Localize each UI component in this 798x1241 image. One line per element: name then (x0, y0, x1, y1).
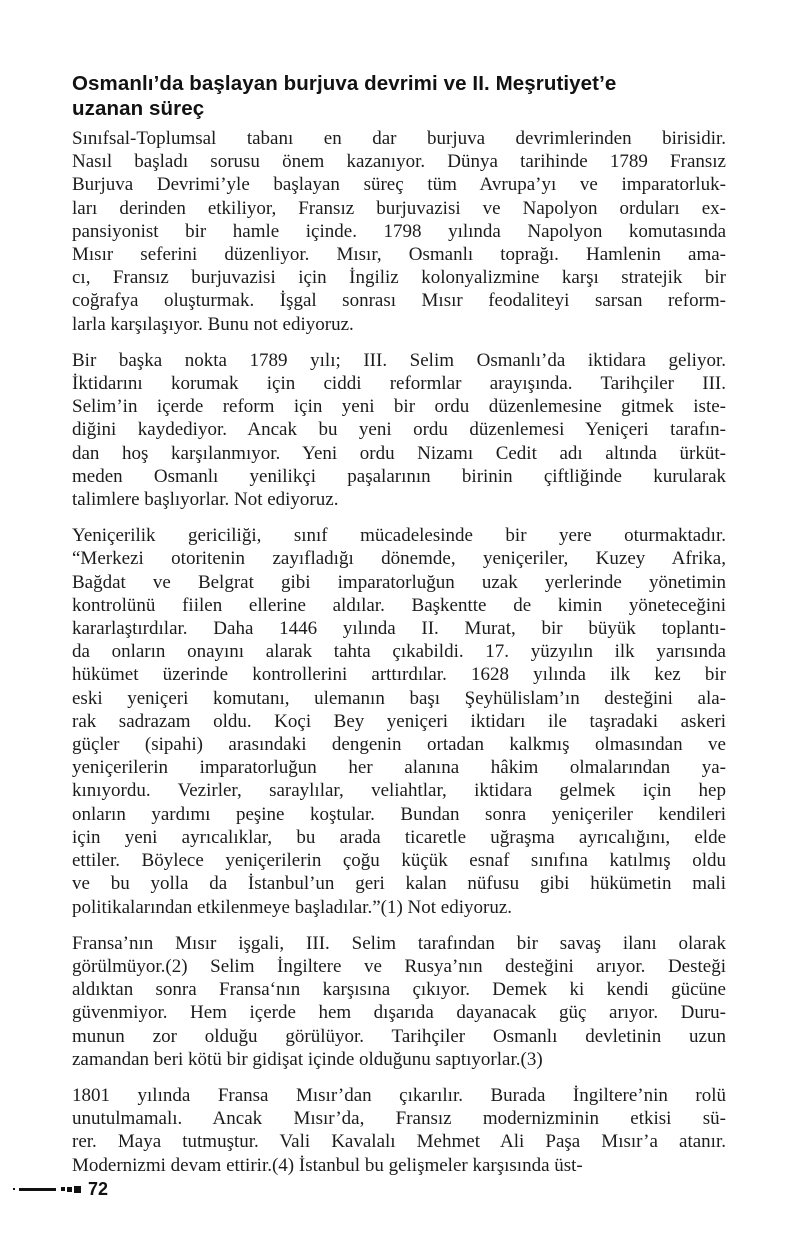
text-line: diğini kaydediyor. Ancak bu yeni ordu düzenlemesi Yeniçeri tarafın- (72, 419, 726, 441)
text-line: talimlere başlıyorlar. Not ediyoruz. (72, 489, 339, 511)
text-line: yeniçerilerin imparatorluğun her alanına hâkim olmalarından ya- (72, 757, 726, 779)
text-line: güçler (sipahi) arasındaki dengenin ortadan kalkmış olmasından ve (72, 734, 726, 756)
text-line: Selim’in içerde reform için yeni bir ordu düzenlemesine gitmek iste- (72, 396, 726, 418)
text-line: Sınıfsal-Toplumsal tabanı en dar burjuva devrimlerinden birisidir. (72, 128, 726, 149)
text-line: İktidarını korumak için ciddi reformlar arayışında. Tarihçiler III. (72, 373, 726, 395)
text-line: “Merkezi otoritenin zayıfladığı dönemde, yeniçeriler, Kuzey Afrika, (72, 548, 726, 570)
body-text (72, 127, 726, 1177)
text-line: uzanan süreç (72, 97, 205, 120)
text-line: ları derinden etkiliyor, Fransız burjuvazisi ve Napolyon orduları ex- (72, 197, 726, 219)
text-column (72, 71, 726, 1190)
text-line: rak sadrazam oldu. Koçi Bey yeniçeri iktidarı ile taşradaki askeri (72, 710, 726, 732)
text-line: da onların onayını alarak tahta çıkabildi. 17. yüzyılın ilk yarısında (72, 641, 726, 663)
text-line: Yeniçerilik gericiliği, sınıf mücadelesinde bir yere oturmaktadır. (72, 525, 726, 547)
text-line: hükümet üzerinde kontrollerini arttırdılar. 1628 yılında ilk kez bir (72, 664, 726, 686)
text-line: Modernizmi devam ettirir.(4) İstanbul bu gelişmeler karşısında üst- (72, 1154, 583, 1176)
text-line: onların yardımı peşine koştular. Bundan sonra yeniçeriler kendileri (72, 803, 726, 825)
text-line: aldıktan sonra Fransa‘nın karşısına çıkıyor. Demek ki kendi gücüne (72, 979, 726, 1001)
paragraph (72, 349, 726, 511)
text-line: politikalarından etkilenmeye başladılar.”(1) Not ediyoruz. (72, 896, 513, 918)
text-line: ettiler. Böylece yeniçerilerin çoğu küçük esnaf sınıfına katılmış oldu (72, 850, 726, 872)
text-line: güvenmiyor. Hem içerde hem dışarıda dayanacak güç arıyor. Duru- (72, 1002, 726, 1024)
text-line: kınıyordu. Vezirler, saraylılar, veliahtlar, iktidara gelmek için hep (72, 780, 726, 802)
text-line: Bağdat ve Belgrat gibi imparatorluğun uzak yerlerinde yönetimin (72, 571, 726, 593)
text-line: Nasıl başladı sorusu önem kazanıyor. Dünya tarihinde 1789 Fransız (72, 151, 726, 173)
paragraph (72, 1084, 726, 1177)
text-line: coğrafya oluşturmak. İşgal sonrası Mısır feodaliteyi sarsan reform- (72, 290, 726, 312)
footer-square-icon (67, 1187, 72, 1192)
page-footer (13, 1181, 108, 1197)
text-line: munun zor olduğu görülüyor. Tarihçiler Osmanlı devletinin uzun (72, 1025, 726, 1047)
page-number: 72 (88, 1179, 109, 1199)
text-line: rer. Maya tutmuştur. Vali Kavalalı Mehmet Ali Paşa Mısır’a atanır. (72, 1131, 726, 1153)
text-line: eski yeniçeri komutanı, ulemanın başı Şeyhülislam’ın desteğini ala- (72, 687, 726, 709)
text-line: unutulmamalı. Ancak Mısır’da, Fransız modernizminin etkisi sü- (72, 1108, 726, 1130)
text-line: cı, Fransız burjuvazisi için İngiliz kolonyalizmine karşı stratejik bir (72, 267, 726, 289)
footer-square-icon (61, 1187, 65, 1191)
text-line: zamandan beri kötü bir gidişat içinde olduğunu saptıyorlar.(3) (72, 1048, 543, 1070)
paragraph (72, 932, 726, 1071)
text-line: larla karşılaşıyor. Bunu not ediyoruz. (72, 313, 354, 335)
text-line: Fransa’nın Mısır işgali, III. Selim tarafından bir savaş ilanı olarak (72, 932, 726, 954)
page-title (72, 71, 726, 121)
paragraph (72, 524, 726, 918)
text-line: pansiyonist bir hamle içinde. 1798 yılında Napolyon komutasında (72, 220, 726, 242)
text-line: dan hoş karşılanmıyor. Yeni ordu Nizamı Cedit adı altında ürküt- (72, 442, 726, 464)
footer-rule-icon (19, 1188, 56, 1191)
text-line: için yeni ayrıcalıklar, bu arada ticaretle uğraşma ayrıcalığını, elde (72, 826, 726, 848)
text-line: ve bu yolla da İstanbul’un geri kalan nüfusu gibi hükümetin mali (72, 873, 726, 895)
footer-dot-icon (13, 1188, 15, 1190)
text-line: Bir başka nokta 1789 yılı; III. Selim Osmanlı’da iktidara geliyor. (72, 349, 726, 371)
text-line: Osmanlı’da başlayan burjuva devrimi ve II. Meşrutiyet’e (72, 72, 617, 95)
footer-square-icon (74, 1186, 81, 1193)
paragraph (72, 127, 726, 336)
text-line: kararlaştırdılar. Daha 1446 yılında II. Murat, bir büyük toplantı- (72, 618, 726, 640)
text-line: kontrolünü fiilen ellerine aldılar. Başkentte de kimin yöneteceğini (72, 594, 726, 616)
text-line: Mısır seferini düzenliyor. Mısır, Osmanlı toprağı. Hamlenin ama- (72, 244, 726, 266)
text-line: Burjuva Devrimi’yle başlayan süreç tüm Avrupa’yı ve imparatorluk- (72, 174, 726, 196)
text-line: 1801 yılında Fransa Mısır’dan çıkarılır. Burada İngiltere’nin rolü (72, 1084, 726, 1106)
text-line: meden Osmanlı yenilikçi paşalarının birinin çiftliğinde kurularak (72, 465, 726, 487)
text-line: görülmüyor.(2) Selim İngiltere ve Rusya’nın desteğini arıyor. Desteği (72, 955, 726, 977)
